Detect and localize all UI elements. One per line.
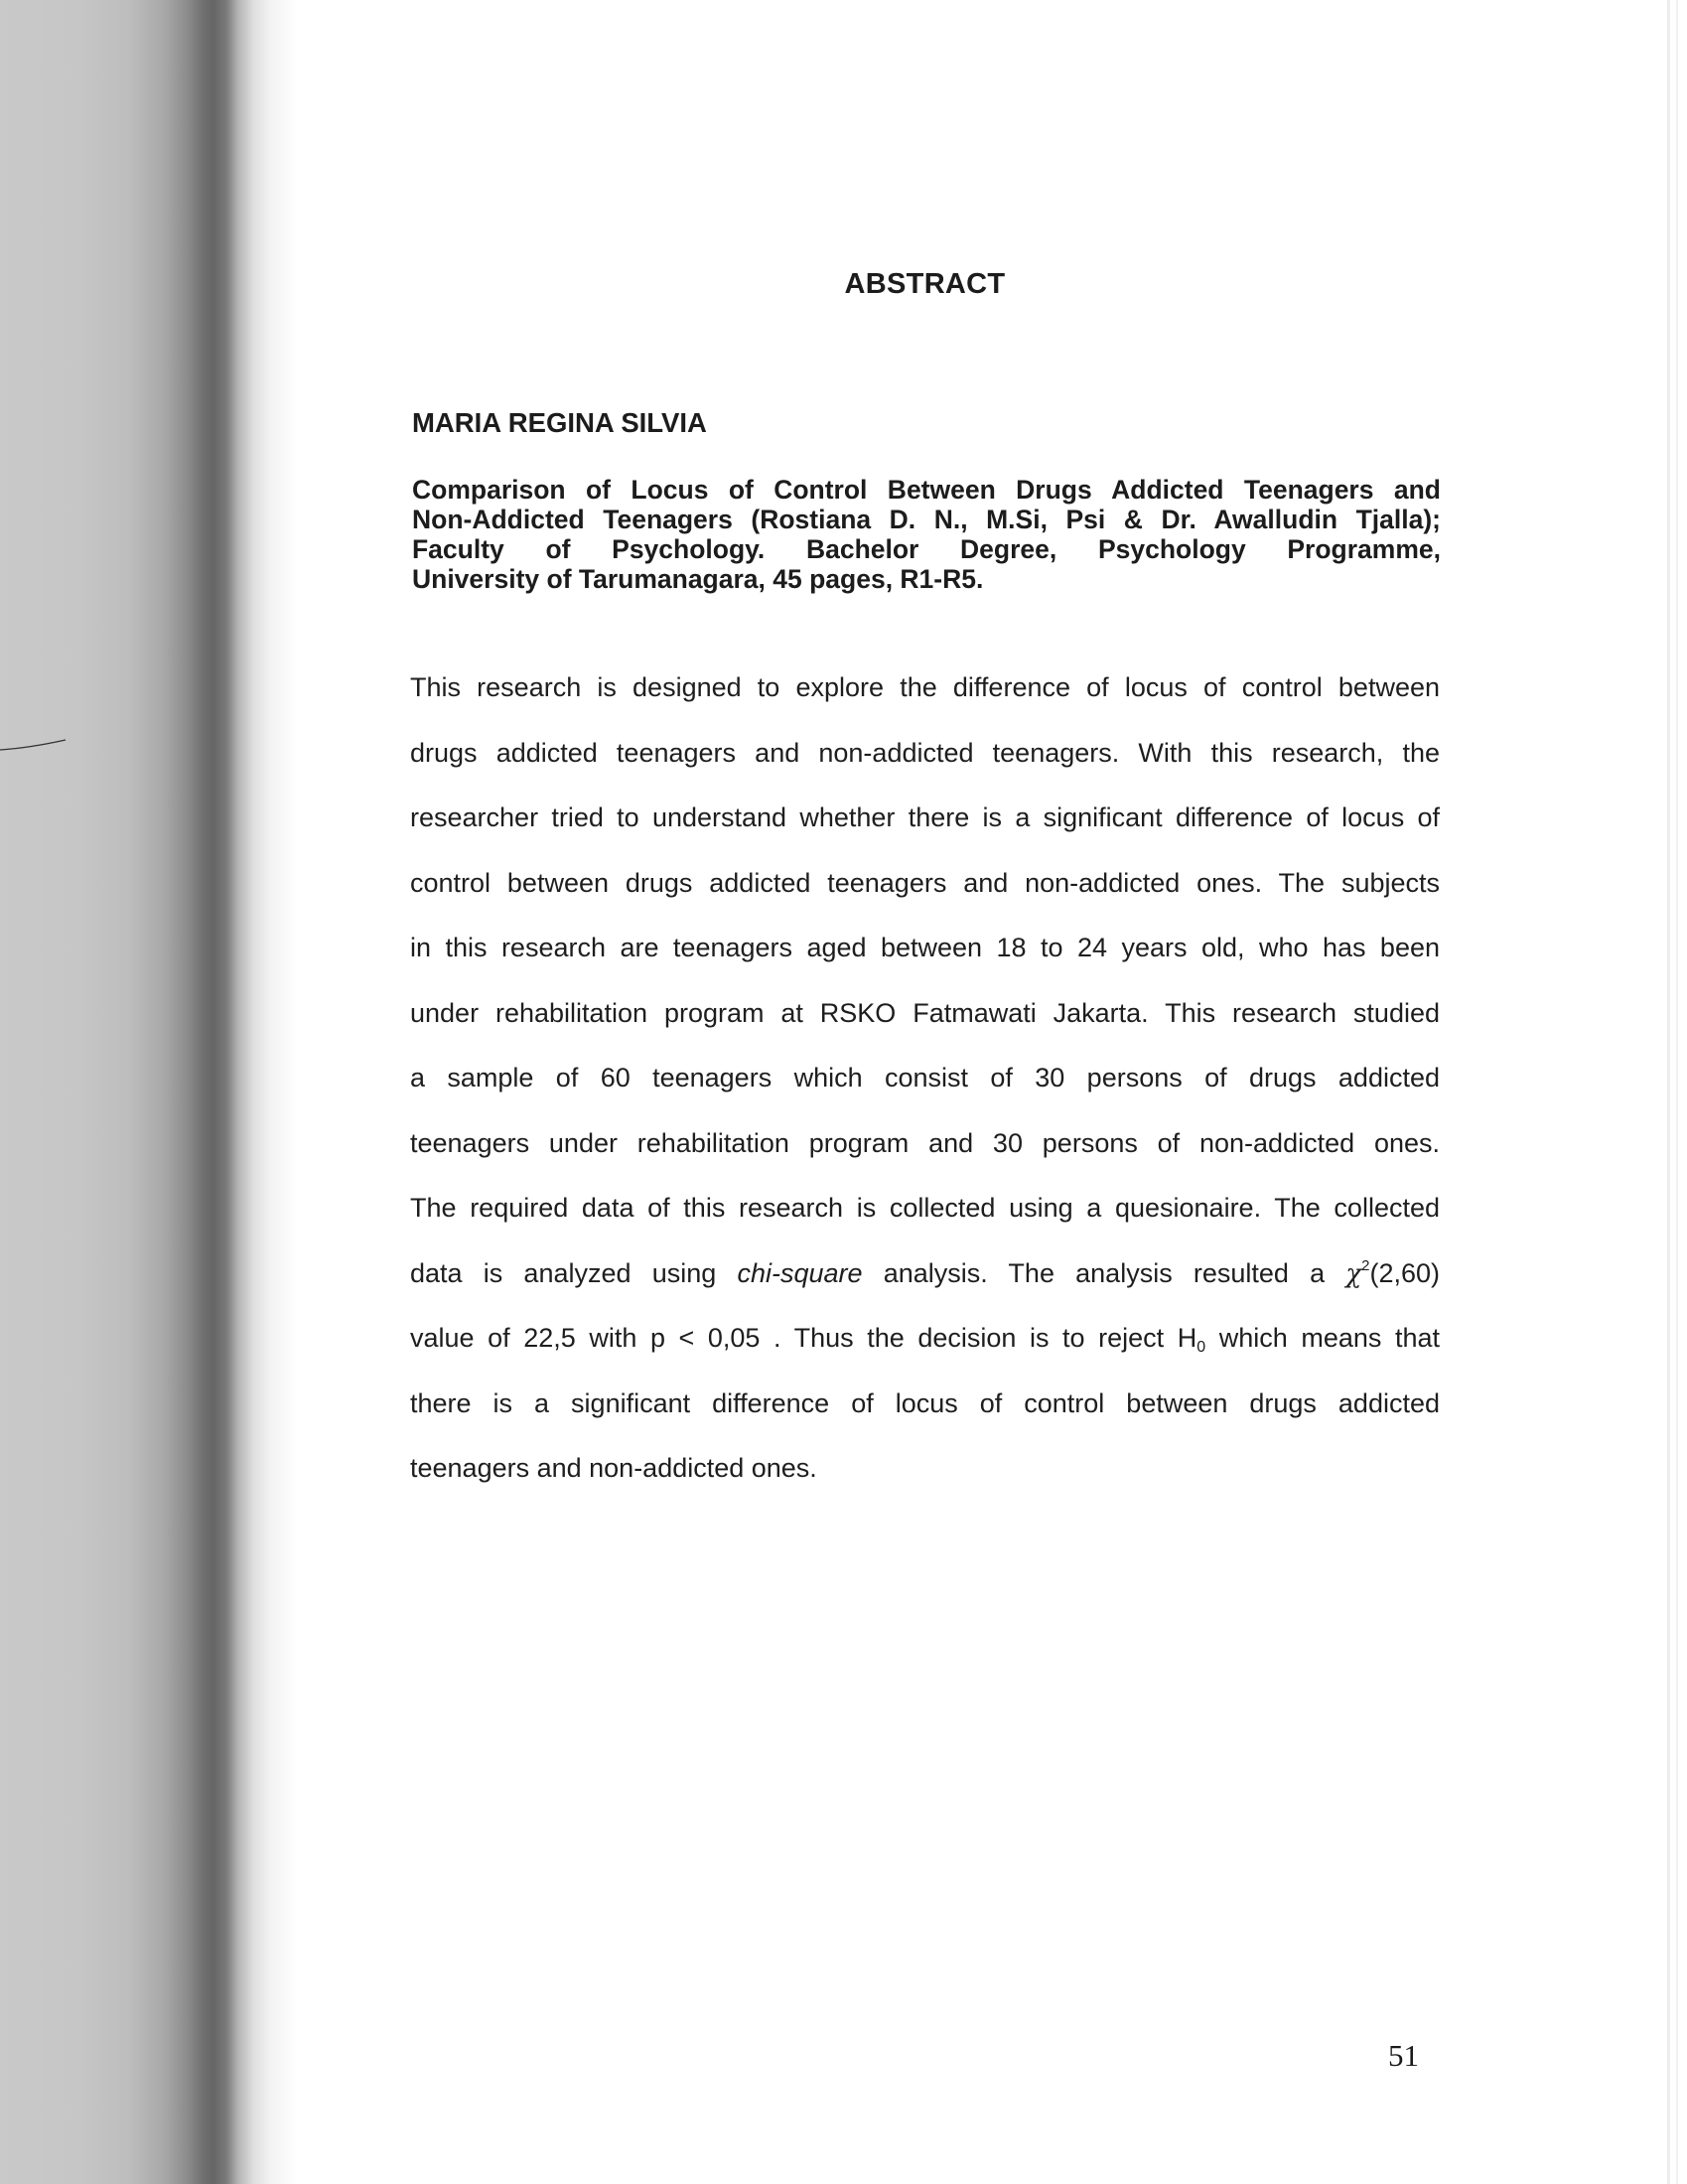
pen-mark bbox=[0, 733, 70, 753]
text-segment: in this research are teenagers aged between 18 to 24 years old, who has been bbox=[410, 933, 1440, 962]
text-segment: a sample of 60 teenagers which consist of 30 persons of drugs addicted bbox=[410, 1063, 1440, 1092]
body-line bbox=[410, 1190, 1440, 1255]
citation-line: Non-Addicted Teenagers (Rostiana D. N., M.Si, Psi & Dr. Awalludin Tjalla); bbox=[412, 505, 1441, 534]
page-edge bbox=[1667, 0, 1670, 2184]
body-line bbox=[410, 865, 1440, 931]
abstract-heading: ABSTRACT bbox=[844, 268, 1006, 300]
citation-block bbox=[412, 475, 1441, 594]
citation-line: Comparison of Locus of Control Between Drugs Addicted Teenagers and bbox=[412, 475, 1441, 505]
body-line bbox=[410, 735, 1440, 801]
text-segment: The required data of this research is collected using a quesionaire. The collected bbox=[410, 1193, 1440, 1223]
subscript: 0 bbox=[1196, 1339, 1206, 1356]
citation-line: University of Tarumanagara, 45 pages, R1-R5. bbox=[412, 564, 984, 594]
chi-symbol: χ bbox=[1345, 1258, 1362, 1289]
author-name: MARIA REGINA SILVIA bbox=[412, 407, 707, 438]
text-segment: data is analyzed using bbox=[410, 1257, 738, 1288]
text-segment: control between drugs addicted teenagers and non-addicted ones. The subjects bbox=[410, 867, 1440, 898]
text-segment: This research is designed to explore the difference of locus of control between bbox=[410, 672, 1440, 702]
text-segment: analysis. The analysis resulted a bbox=[862, 1257, 1346, 1288]
body-line bbox=[410, 1125, 1440, 1191]
text-segment: which means that bbox=[1205, 1323, 1440, 1353]
body-line bbox=[410, 1060, 1440, 1125]
page-edge-secondary bbox=[1676, 0, 1678, 2184]
body-line bbox=[410, 669, 1440, 735]
text-segment: under rehabilitation program at RSKO Fatmawati Jakarta. This research studied bbox=[410, 997, 1440, 1028]
page-number: 51 bbox=[1388, 2038, 1419, 2073]
text-segment: drugs addicted teenagers and non-addicted teenagers. With this research, the bbox=[410, 737, 1440, 768]
italic-term: chi-square bbox=[737, 1257, 863, 1288]
body-line bbox=[410, 1450, 1440, 1516]
body-line bbox=[410, 1255, 1440, 1321]
body-line bbox=[410, 1385, 1440, 1451]
superscript: 2 bbox=[1361, 1256, 1370, 1274]
text-segment: teenagers under rehabilitation program and 30 persons of non-addicted ones. bbox=[410, 1127, 1440, 1158]
body-line bbox=[410, 800, 1440, 865]
text-segment: teenagers and non-addicted ones. bbox=[410, 1453, 817, 1483]
text-segment: researcher tried to understand whether there is a significant difference of locus of bbox=[410, 802, 1440, 832]
binding-shadow bbox=[0, 0, 298, 2184]
text-segment: value of 22,5 with p < 0,05 . Thus the decision is to reject H bbox=[410, 1323, 1197, 1353]
body-line bbox=[410, 995, 1440, 1061]
abstract-body bbox=[410, 669, 1440, 1516]
body-line bbox=[410, 1320, 1440, 1385]
text-segment: (2,60) bbox=[1369, 1257, 1440, 1288]
body-line bbox=[410, 930, 1440, 995]
text-segment: there is a significant difference of locus of control between drugs addicted bbox=[410, 1387, 1440, 1418]
citation-line: Faculty of Psychology. Bachelor Degree, Psychology Programme, bbox=[412, 534, 1441, 564]
